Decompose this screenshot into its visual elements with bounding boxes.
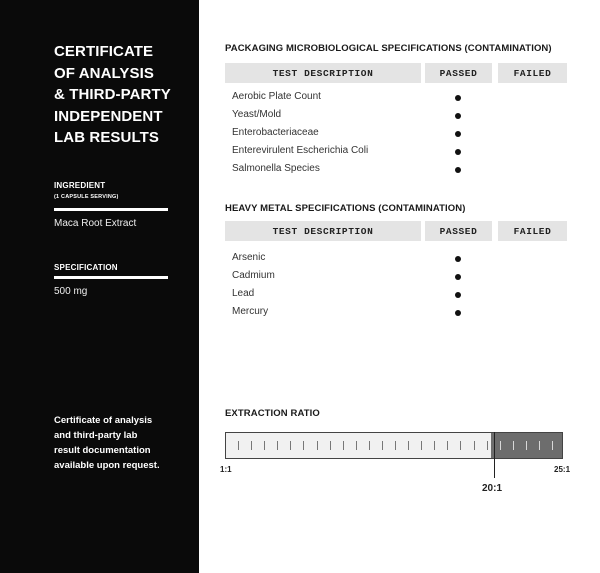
divider [54,208,168,211]
ratio-tick [408,441,409,450]
specification-value: 500 mg [54,286,88,297]
certificate-title [54,41,194,149]
ratio-tick [277,441,278,450]
result-dot [455,274,461,280]
result-dot [455,149,461,155]
ratio-tick [343,441,344,450]
ratio-tick [356,441,357,450]
ratio-tick [264,441,265,450]
note-line: and third-party lab [54,430,138,441]
ingredient-label: INGREDIENT [54,181,106,190]
micro-header-failed: FAILED [498,63,567,83]
test-row-label: Aerobic Plate Count [232,91,321,102]
extraction-ratio-bar [225,432,563,459]
metal-header-test: TEST DESCRIPTION [225,221,421,241]
specification-label: SPECIFICATION [54,263,118,272]
ratio-tick [369,441,370,450]
ratio-tick [290,441,291,450]
ratio-tick [395,441,396,450]
title-line: INDEPENDENT [54,107,163,125]
test-row-label: Mercury [232,306,269,317]
title-line: & THIRD-PARTY [54,86,171,103]
note-line: result documentation [54,445,151,456]
micro-header-passed: PASSED [425,63,492,83]
ratio-tick [539,441,540,450]
micro-section-title: PACKAGING MICROBIOLOGICAL SPECIFICATIONS (CONTAMINATION) [225,43,552,54]
metal-section-title: HEAVY METAL SPECIFICATIONS (CONTAMINATION) [225,203,466,214]
test-row-label: Arsenic [232,252,266,263]
title-line: LAB RESULTS [54,129,159,146]
result-dot [455,310,461,316]
extraction-value-label: 20:1 [482,483,503,494]
metal-header-failed: FAILED [498,221,567,241]
result-dot [455,292,461,298]
note-line: Certificate of analysis [54,415,153,426]
test-row-label: Lead [232,288,255,299]
ratio-tick [303,441,304,450]
ratio-tick [513,441,514,450]
test-row-label: Enterobacteriaceae [232,127,319,138]
extraction-title: EXTRACTION RATIO [225,408,320,419]
ratio-tick [526,441,527,450]
ratio-tick [317,441,318,450]
extraction-min-label: 1:1 [220,465,232,474]
result-dot [455,131,461,137]
test-row-label: Salmonella Species [232,163,320,174]
ratio-tick [474,441,475,450]
result-dot [455,95,461,101]
note-line: available upon request. [54,460,160,471]
ratio-tick [421,441,422,450]
result-dot [455,256,461,262]
micro-header-test: TEST DESCRIPTION [225,63,421,83]
extraction-value-marker [494,432,495,478]
ratio-tick [382,441,383,450]
sidebar-panel [0,0,199,573]
title-line: CERTIFICATE [54,43,154,60]
ratio-tick [487,441,488,450]
ingredient-value: Maca Root Extract [54,218,137,229]
ratio-tick [460,441,461,450]
test-row-label: Enterevirulent Escherichia Coli [232,145,369,156]
test-row-label: Yeast/Mold [232,109,282,120]
ingredient-sublabel: (1 CAPSULE SERVING) [54,194,119,200]
extraction-max-label: 25:1 [554,465,571,474]
metal-header-passed: PASSED [425,221,492,241]
result-dot [455,167,461,173]
ratio-tick [552,441,553,450]
ratio-tick [251,441,252,450]
ratio-tick [330,441,331,450]
ratio-tick [238,441,239,450]
test-row-label: Cadmium [232,270,275,281]
availability-note [54,413,189,473]
title-line: OF ANALYSIS [54,64,155,82]
result-dot [455,113,461,119]
ratio-tick [447,441,448,450]
divider [54,276,168,279]
ratio-tick [500,441,501,450]
ratio-tick [434,441,435,450]
